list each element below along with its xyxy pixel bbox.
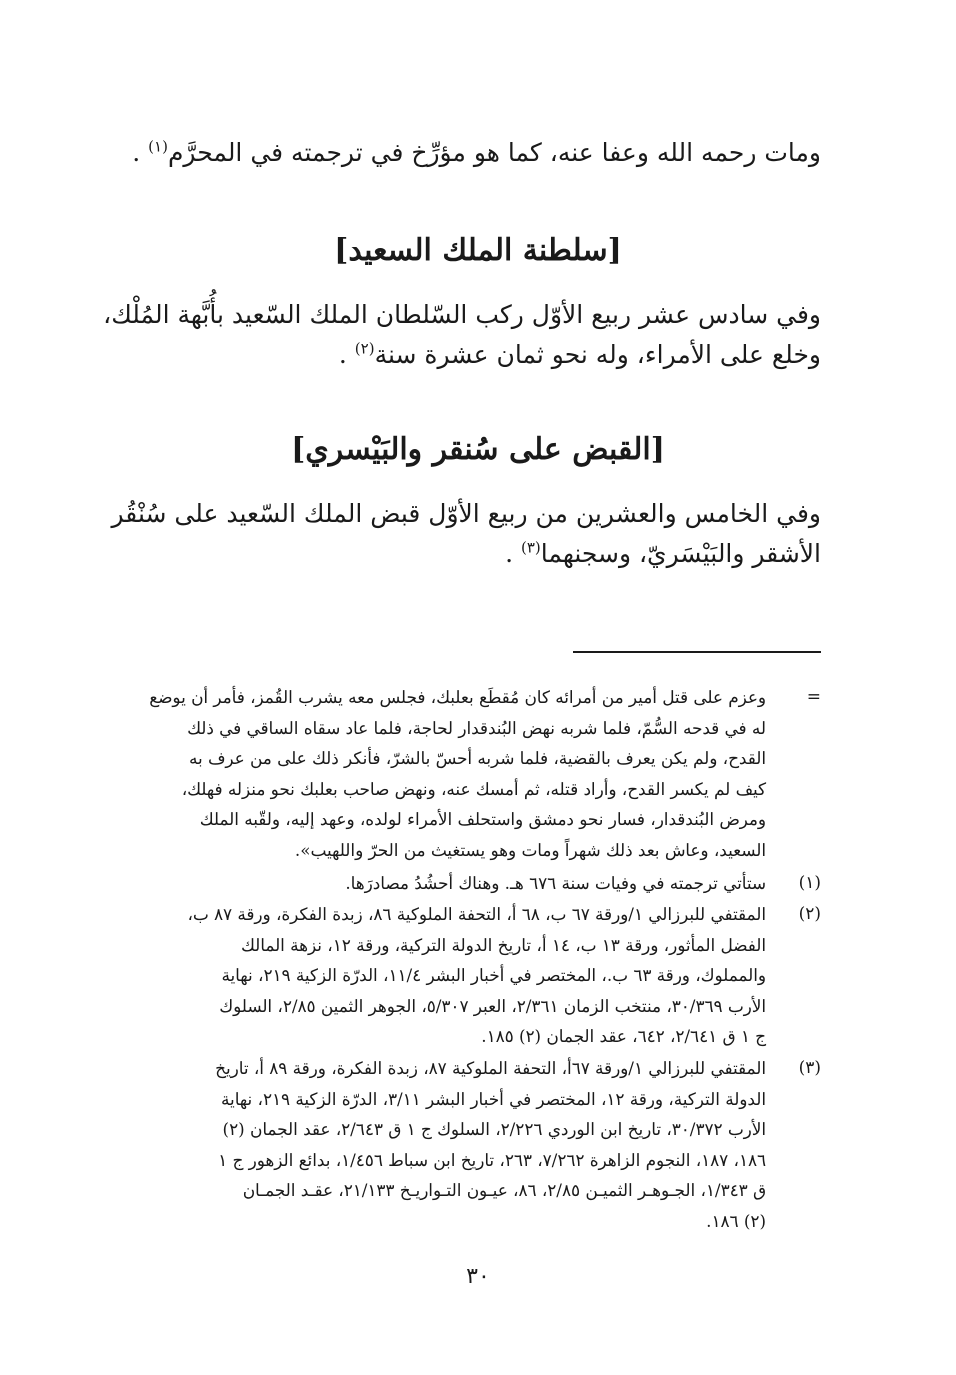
- footnote-line: المقتفي للبرزالي ١/ورقة ٦٧ ب، ٦٨ أ، التحفة الملوكية ٨٦، زبدة الفكرة، ورقة ٨٧ ب،: [187, 904, 766, 924]
- footnote-line: (٢) ١٨٦.: [706, 1210, 766, 1231]
- closing-line: ومات رحمه الله وعفا عنه، كما هو مؤرِّخ في ترجمته في المحرَّم$^{(١)}$ .: [132, 137, 821, 167]
- footnote-line: الأرب ٣٠/٣٧٢، تاريخ ابن الوردي ٢/٢٢٦، السلوك ج ١ ق ٢/٦٤٣، عقد الجمان (٢): [222, 1119, 766, 1139]
- paragraph-2-line-2: الأشقر والبَيْسَريّ، وسجنهما$^{(٣)}$ .: [505, 538, 821, 568]
- footnote-line: ومرض البُندقدار، فسار نحو دمشق واستحلف الأمراء لولده، وعهد إليه، ولقّبه الملك: [199, 809, 766, 829]
- footnote-line: المقتفي للبرزالي ١/ورقة ٦٧أ، التحفة الملوكية ٨٧، زبدة الفكرة، ورقة ٨٩ أ، تاريخ: [215, 1058, 766, 1078]
- paragraph-2-line-1: وفي الخامس والعشرين من ربيع الأوّل قبض الملك السّعيد على سُنْقُر: [111, 499, 821, 528]
- footnote-line: ستأتي ترجمته في وفيات سنة ٦٧٦ هـ. وهناك أحشُدُ مصادرَها.: [345, 873, 766, 893]
- footnote-3-marker: (٣): [798, 1058, 821, 1078]
- footnote-separator: [573, 651, 821, 653]
- paragraph-1-line-2: وخلع على الأمراء، وله نحو ثمان عشرة سنة$^{(٢)}$ .: [338, 339, 821, 369]
- footnote-line: القدح، ولم يكن يعرف بالقضية، فلما شربه أحسّ بالشرّ، فأنكر ذلك على من عرف به: [188, 748, 766, 768]
- footnote-1-marker: (١): [798, 873, 821, 893]
- footnote-line: ق ١/٣٤٣، الجـوهـر الثميـن ٢/٨٥، ٨٦، عيـون التـواريـخ ٢١/١٣٣، عقـد الجمـان: [242, 1180, 766, 1200]
- footnote-line: له في قدحه السُّمّ، فلما شربه نهض البُندقدار لحاجة، فلما عاد سقاه الساقي في ذلك: [187, 717, 766, 738]
- footnote-line: كيف لم يكسر القدح، وأراد قتله، ثم أمسك عنه، ونهض صاحب بعلبك نحو منزله فهلك،: [181, 778, 766, 799]
- footnote-line: وعزم على قتل أمير من أمرائه كان مُقطَع بعلبك، فجلس معه يشرب القُمز، فأمر أن يوضع: [149, 687, 766, 707]
- footnote-line: والمملوك، ورقة ٦٣ ب.، المختصر في أخبار البشر ١١/٤، الدرّة الزكية ٢١٩، نهاية: [221, 965, 766, 985]
- footnote-line: الأرب ٣٠/٣٦٩، منتخب الزمان ٢/٣٦١، العبر ٥/٣٠٧، الجوهر الثمين ٢/٨٥، السلوك: [219, 995, 766, 1016]
- footnote-ref-1[interactable]: (١): [148, 137, 168, 156]
- footnote-line: الفضل المأثور، ورقة ١٣ ب، ١٤ أ، تاريخ الدولة التركية، ورقة ١٢، نزهة المالك: [241, 934, 766, 955]
- footnote-line: ج ١ ق ٢/٦٤١، ٦٤٢، عقد الجمان (٢) ١٨٥.: [481, 1026, 766, 1046]
- section-heading-arrest: [القبض على سُنقر والبَيْسري]: [291, 432, 665, 467]
- page-number: ٣٠: [466, 1264, 490, 1289]
- footnote-2-marker: (٢): [798, 904, 821, 924]
- footnote-line: الدولة التركية، ورقة ١٢، المختصر في أخبار البشر ٣/١١، الدرّة الزكية ٢١٩، نهاية: [221, 1088, 766, 1109]
- footnote-ref-3[interactable]: (٣): [520, 538, 541, 557]
- footnote-line: السعيد، وعاش بعد ذلك شهراً ومات وهو يستغيث من الحرّ واللهيب».: [294, 839, 766, 860]
- paragraph-1-line-1: وفي سادس عشر ربيع الأوّل ركب السّلطان الملك السّعيد بأُبَّهة المُلْك،: [103, 300, 821, 329]
- section-heading-sultanate: [سلطنة الملك السعيد]: [334, 233, 622, 268]
- continuation-marker: =: [806, 687, 821, 707]
- footnote-ref-2[interactable]: (٢): [354, 339, 375, 358]
- footnote-line: ١٨٦، ١٨٧، النجوم الزاهرة ٧/٢٦٢، ٢٦٣، تاريخ ابن سباط ١/٤٥٦، بدائع الزهور ج ١: [218, 1149, 766, 1170]
- closing-line-text: ومات رحمه الله وعفا عنه، كما هو مؤرِّخ في ترجمته في المحرَّم: [167, 138, 821, 167]
